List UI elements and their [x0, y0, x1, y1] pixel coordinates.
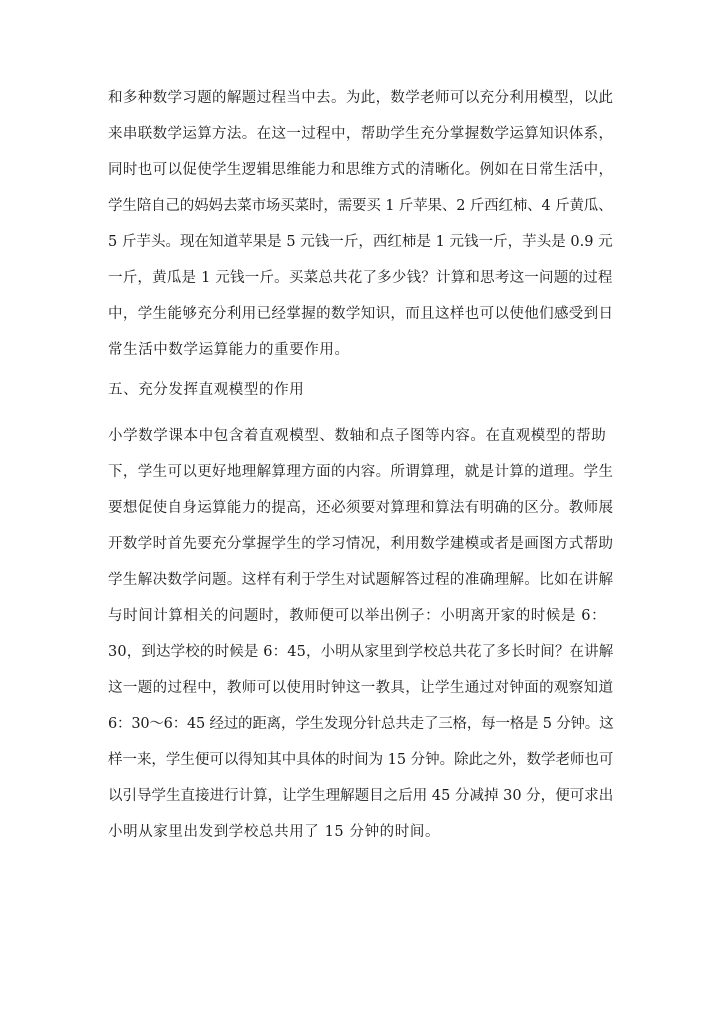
text-line: 以引导学生直接进行计算，让学生理解题目之后用 45 分减掉 30 分，便可求出	[108, 788, 614, 804]
text-line: 30，到达学校的时候是 6：45，小明从家里到学校总共花了多长时间？在讲解	[108, 644, 614, 660]
text-line: 一斤，黄瓜是 1 元钱一斤。买菜总共花了多少钱？计算和思考这一问题的过程	[108, 270, 613, 286]
text-line: 常生活中数学运算能力的重要作用。	[108, 342, 350, 358]
text-line: 样一来，学生便可以得知其中具体的时间为 15 分钟。除此之外，数学老师也可	[108, 752, 614, 768]
text-line: 来串联数学运算方法。在这一过程中，帮助学生充分掌握数学运算知识体系，	[108, 126, 614, 142]
text-line: 学生陪自己的妈妈去菜市场买菜时，需要买 1 斤苹果、2 斤西红柿、4 斤黄瓜、	[108, 198, 613, 214]
text-line: 学生解决数学问题。这样有利于学生对试题解答过程的准确理解。比如在讲解	[108, 572, 614, 588]
text-line: 这一题的过程中，教师可以使用时钟这一教具，让学生通过对钟面的观察知道	[108, 680, 614, 696]
text-line: 开数学时首先要充分掌握学生的学习情况，利用数学建模或者是画图方式帮助	[108, 536, 614, 552]
text-line: 下，学生可以更好地理解算理方面的内容。所谓算理，就是计算的道理。学生	[108, 464, 614, 480]
text-line: 与时间计算相关的问题时，教师便可以举出例子：小明离开家的时候是 6：	[108, 608, 607, 624]
text-line: 小学数学课本中包含着直观模型、数轴和点子图等内容。在直观模型的帮助	[108, 428, 607, 444]
text-line: 中，学生能够充分利用已经掌握的数学知识，而且这样也可以使他们感受到日	[108, 306, 614, 322]
text-line: 同时也可以促使学生逻辑思维能力和思维方式的清晰化。例如在日常生活中，	[108, 162, 614, 178]
text-line: 小明从家里出发到学校总共用了 15 分钟的时间。	[108, 824, 441, 840]
section-heading: 五、充分发挥直观模型的作用	[108, 382, 305, 398]
text-line: 和多种数学习题的解题过程当中去。为此，数学老师可以充分利用模型，以此	[108, 90, 614, 106]
text-line: 6：30～6：45 经过的距离，学生发现分针总共走了三格，每一格是 5 分钟。这	[108, 716, 614, 732]
text-line: 5 斤芋头。现在知道苹果是 5 元钱一斤，西红柿是 1 元钱一斤，芋头是 0.9 元	[108, 234, 613, 250]
text-line: 要想促使自身运算能力的提高，还必须要对算理和算法有明确的区分。教师展	[108, 500, 614, 516]
